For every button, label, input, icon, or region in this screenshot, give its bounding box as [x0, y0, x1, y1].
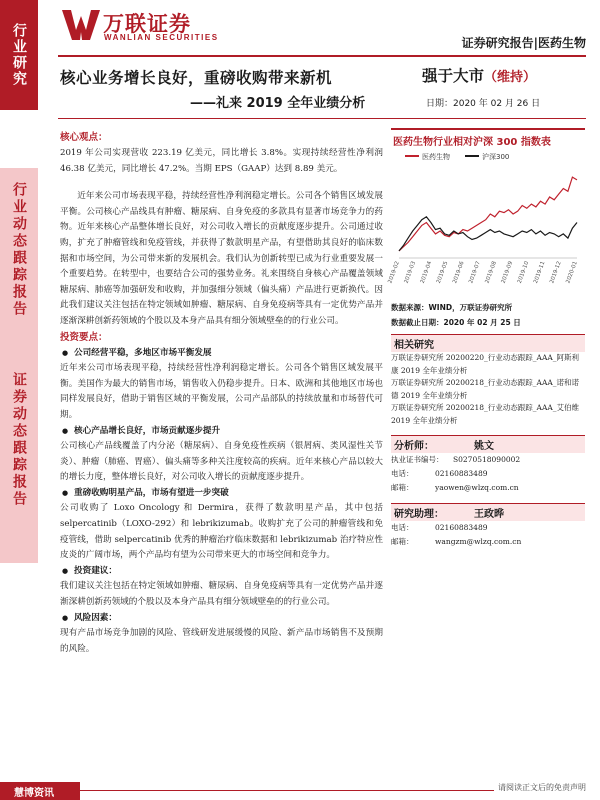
related-item[interactable]: 万联证券研究所 20200220_行业动态跟踪_AAA_阿斯利康 2019 全年业绩分析 — [391, 353, 580, 375]
x-tick-label: 2019-11 — [533, 260, 547, 285]
header-divider — [58, 55, 586, 57]
bullet-title-acquisition: ● 重磅收购明星产品，市场有望进一步突破 — [60, 486, 383, 502]
core-heading: 核心观点： — [60, 132, 108, 143]
row-key: 电话： — [391, 469, 414, 478]
right-column — [387, 128, 585, 549]
analyst-email-row — [391, 481, 585, 495]
row-key: 电话： — [391, 523, 414, 532]
sidebar-label: 证券动态跟踪报告 — [11, 372, 27, 508]
x-tick-label: 2019-10 — [516, 260, 531, 285]
analyst-label: 分析师： — [394, 441, 434, 452]
x-tick-label: 2019-03 — [403, 260, 418, 285]
legend-label: 沪深300 — [482, 153, 510, 161]
wanlian-logo-icon — [62, 10, 100, 40]
related-item[interactable]: 万联证券研究所 20200218_行业动态跟踪_AAA_艾伯维 2019 全年业绩分析 — [391, 403, 580, 425]
x-tick-label: 2019-04 — [419, 260, 434, 285]
relative-index-chart — [387, 148, 585, 294]
bullet-text-advice: 我们建议关注包括在特定领域如肿瘤、糖尿病、自身免疫病等具有一定优势产品并逐渐深耕创新药领域的个股以及本身产品具有细分领域壁垒的的行业公司。 — [60, 581, 383, 608]
bullet-text-core-products: 公司核心产品线覆盖了内分泌（糖尿病）、自身免疫性疾病（银屑病、类风湿性关节炎）、肿瘤（肺癌、胃癌）、偏头痛等多种关注度较高的疾病。近年来核心产品以较大的增长力度，整体增长良好，对公司收入增长的贡献度逐步提升。 — [60, 441, 383, 483]
analyst-license-row — [391, 453, 585, 467]
row-key: 邮箱： — [391, 483, 414, 492]
row-value: 02160883489 — [435, 523, 488, 532]
data-source — [391, 302, 585, 313]
assistant-phone-row — [391, 521, 585, 535]
overview-paragraph: 近年来公司市场表现平稳，持续经营性净利润稳定增长。公司各个销售区域发展平衡。公司核心产品线具有肿瘤、糖尿病、自身免疫的多款具有显著市场竞争力的药物。近年来核心产品整体增长良好，对公司收入增长的贡献度逐步提升。公司通过收购，扩充了肿瘤管线和免疫管线，并获得了数款明星产品，有望借助其良好的临床数据和市场空间，为公司带来新的发展机会。我们认为创新转型已成为行业重要发展一个重要趋势。在转型中，也要结合公司的强势业务。礼来围绕自身核心产品覆盖领域糖尿病、肺癌等加强研发和收购，并加强细分领域（偏头痛）产品进行更新换代。因此我们建议关注包括在特定领域如肿瘤、糖尿病、自身免疫病等具有一定优势产品并逐渐深耕创新药领域的个股以及本身产品具有细分领域壁垒的的行业公司。 — [60, 191, 383, 326]
bullet-text-risk: 现有产品市场竞争加剧的风险、管线研发进展缓慢的风险、新产品市场销售不及预期的风险。 — [60, 628, 383, 654]
related-research-title: 相关研究 — [391, 334, 585, 352]
sidebar-block-securities-tracking — [0, 358, 38, 563]
related-list — [391, 352, 585, 427]
footer-brand: 慧博资讯 — [0, 782, 80, 800]
report-type: 证券研究报告|医药生物 — [461, 36, 586, 50]
assistant-name: 王政晔 — [474, 509, 504, 520]
report-title: 核心业务增长良好，重磅收购带来新机 — [60, 69, 333, 87]
logo-text: 万联证券 — [103, 12, 191, 36]
related-item[interactable]: 万联证券研究所 20200218_行业动态跟踪_AAA_诺和诺德 2019 全年业绩分析 — [391, 378, 580, 400]
source-text: 数据来源：WIND，万联证券研究所 — [391, 303, 513, 312]
bullet-title-core-products: ● 核心产品增长良好，市场贡献逐步提升 — [60, 424, 383, 440]
x-tick-label: 2019-09 — [500, 260, 515, 285]
rating-value: 强于大市 — [422, 67, 485, 85]
analyst-header — [391, 435, 585, 453]
x-tick-label: 2019-02 — [387, 260, 401, 285]
report-date: 日期：2020 年 02 月 26 日 — [426, 99, 541, 109]
legend-label: 医药生物 — [422, 153, 450, 161]
title-divider — [58, 118, 586, 119]
assistant-email-link[interactable]: wangzm@wlzq.com.cn — [435, 537, 522, 546]
row-key: 执业证书编号： — [391, 455, 444, 464]
bullet-title-operations: ● 公司经营平稳，多地区市场平衡发展 — [60, 346, 383, 362]
sidebar-block-industry-research — [0, 0, 38, 110]
sidebar-label: 行业研究 — [11, 23, 27, 87]
analyst-name: 姚文 — [474, 441, 494, 452]
core-text: 2019 年公司实现营收 223.19 亿美元，同比增长 3.8%。实现持续经营性净利润 46.38 亿美元，同比增长 47.2%。当期 EPS（GAAP）达到 8.89 美元。 — [60, 148, 383, 174]
analyst-email-link[interactable]: yaowen@wlzq.com.cn — [435, 483, 519, 492]
analyst-phone-row — [391, 467, 585, 481]
bullet-title-risk: ● 风险因素： — [60, 611, 383, 627]
x-tick-label: 2019-08 — [484, 260, 498, 285]
logo-english: WANLIAN SECURITIES — [104, 33, 219, 42]
bullet-text-operations: 近年来公司市场表现平稳，持续经营性净利润稳定增长。公司各个销售区域发展平衡。美国作为最大的销售市场，销售收入仍稳步提升。日本、欧洲和其他地区市场也同样发展良好，借助于销售区域的平衡发展，公司产品部队的持续放量和市场替代可期。 — [60, 363, 383, 420]
x-tick-label: 2019-05 — [435, 260, 450, 285]
rating-note: （维持） — [484, 70, 537, 85]
x-tick-label: 2019-07 — [468, 260, 482, 285]
cutoff-text: 数据截止日期：2020 年 02 月 25 日 — [391, 318, 521, 327]
x-tick-label: 2019-06 — [452, 260, 466, 285]
assistant-header — [391, 503, 585, 521]
bullet-title-advice: ● 投资建议： — [60, 564, 383, 580]
disclaimer-note: 请阅读正文后的免责声明 — [494, 782, 586, 793]
bullet-text-acquisition: 公司收购了 Loxo Oncology 和 Dermira，获得了数款明星产品，其中包括 selpercatinib（LOXO-292）和 lebrikizumab。收购扩充了公司的肿瘤管线和免疫管线，借助 selpercatinib 优秀的肿瘤治疗临床数据和 lebrikizumab 治疗特应性皮炎的广阔市场，两个产品均有望为公司带来更大的市场空间和竞争力。 — [60, 503, 383, 561]
data-cutoff — [391, 317, 585, 328]
x-tick-label: 2019-12 — [549, 260, 563, 285]
assistant-email-row — [391, 535, 585, 549]
main-content — [60, 130, 383, 657]
sidebar-block-industry-tracking — [0, 168, 38, 368]
row-key: 邮箱： — [391, 537, 414, 546]
series-line — [399, 217, 577, 251]
x-tick-label: 2020-01 — [565, 260, 579, 285]
points-heading: 投资要点： — [60, 331, 108, 343]
sidebar-label: 行业动态跟踪报告 — [11, 182, 27, 318]
report-subtitle: ——礼来 2019 全年业绩分析 — [190, 96, 366, 111]
row-value: S0270518090002 — [453, 455, 521, 464]
chart-title: 医药生物行业相对沪深 300 指数表 — [393, 137, 551, 148]
rating — [422, 64, 536, 86]
assistant-label: 研究助理： — [394, 509, 444, 520]
row-value: 02160883489 — [435, 469, 488, 478]
chart-panel — [387, 128, 585, 298]
series-line — [399, 177, 577, 251]
sidebar — [0, 0, 46, 800]
